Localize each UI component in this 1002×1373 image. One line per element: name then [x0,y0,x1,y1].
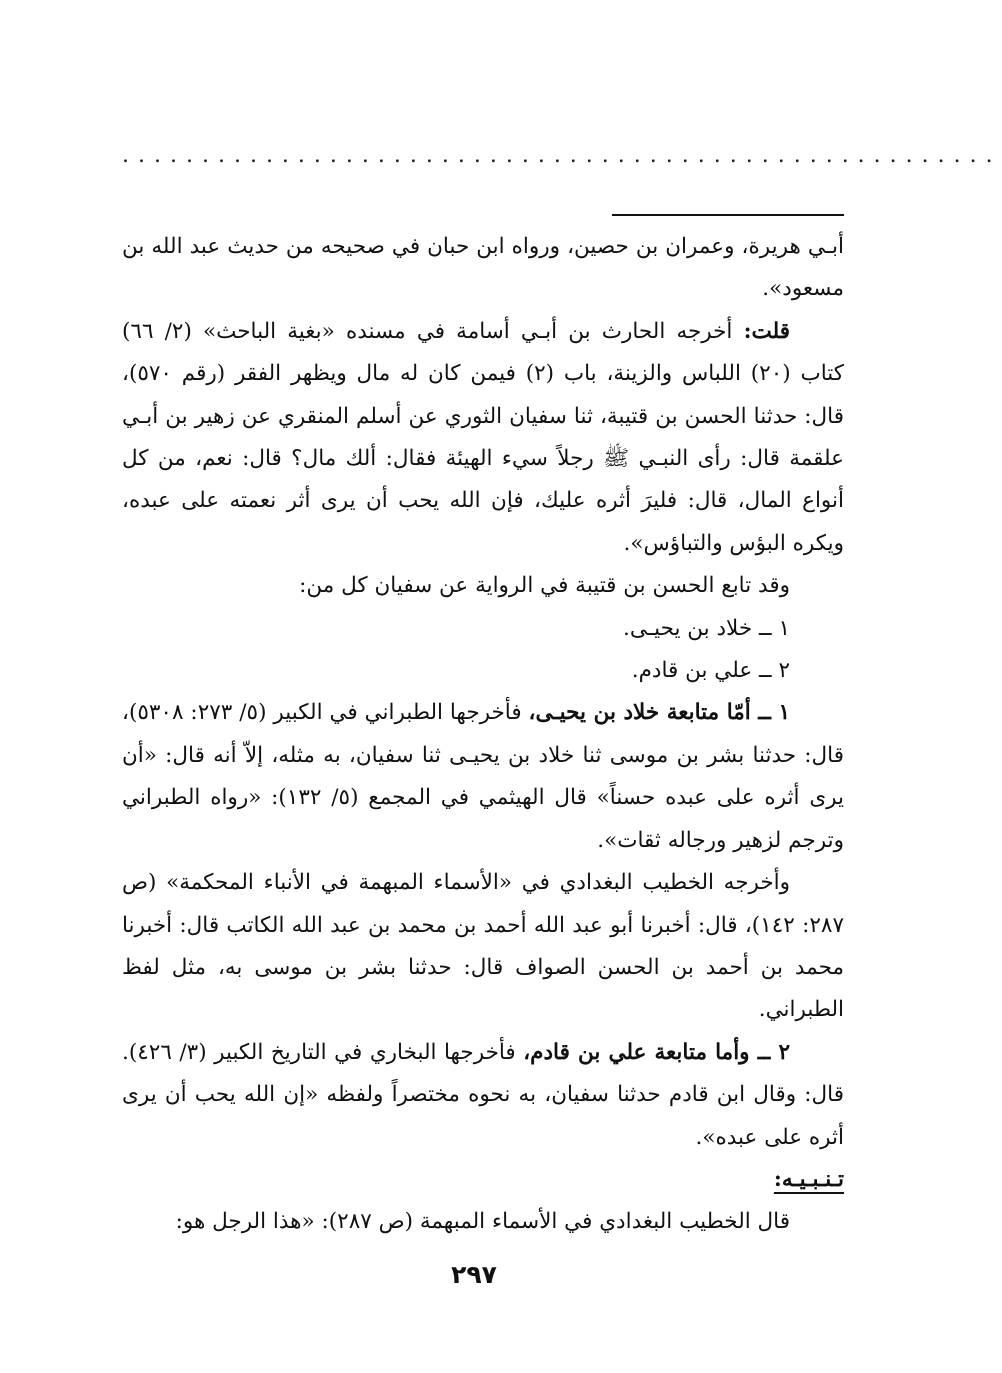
heading-tanbih: تـنـبـيـه: [773,1166,844,1192]
paragraph-khatib: وأخرجه الخطيب البغدادي في «الأسماء المبهمة في الأنباء المحكمة» (ص ٢٨٧: ١٤٢)، قال: أخبرنا أبو عبد الله أحمد بن محمد بن عبد الله الكاتب قال: أخبرنا محمد بن أحمد بن الحسن الصواف قال: حدثنا بشر بن موسى به، مثل لفظ الطبراني. [122,870,844,1023]
paragraph-followers-intro: وقد تابع الحسن بن قتيبة في الرواية عن سفيان كل من: [299,573,790,599]
list-item: ٢ ــ علي بن قادم. [631,658,790,684]
paragraph-final: قال الخطيب البغدادي في الأسماء المبهمة (ص ٢٨٧): «هذا الرجل هو: [175,1209,790,1235]
paragraph-khallad: ١ ــ أمّا متابعة خلاد بن يحيـى، فأخرجها الطبراني في الكبير (٥/ ٢٧٣: ٥٣٠٨)، قال: حدثنا بشر بن موسى ثنا خلاد بن يحيـى ثنا سفيان، به مثله، إلاّ أنه قال: «أن يرى أثره على عبده حسناً» قال الهيثمي في المجمع (٥/ ١٣٢): «رواه الطبراني وترجم لزهير ورجاله ثقات». [122,700,844,853]
paragraph-continuation: أبـي هريرة، وعمران بن حصين، ورواه ابن حبان في صحيحه من حديث عبد الله بن مسعود». [122,234,844,302]
body-text [122,226,844,1244]
dotted-separator: ....................................................... [122,143,1002,168]
list-item: ١ ــ خلاد بن يحيـى. [623,615,790,641]
paragraph-qultu: قلت: أخرجه الحارث بن أبـي أسامة في مسنده «بغية الباحث» (٢/ ٦٦) كتاب (٢٠) اللباس والزينة، باب (٢) فيمن كان له مال ويظهر الفقر (رقم ٥٧٠)، قال: حدثنا الحسن بن قتيبة، ثنا سفيان الثوري عن أسلم المنقري عن زهير بن أبـي علقمة قال: رأى النبـي ﷺ رجلاً سيء الهيئة فقال: ألك مال؟ قال: نعم، من كل أنواع المال، قال: فليرَ أثره عليك، فإن الله يحب أن يرى أثر نعمته على عبده، ويكره البؤس والتباؤس». [122,318,844,556]
lead-term: قلت: [743,318,791,344]
lead-term: ١ ــ أمّا متابعة خلاد بن يحيـى، [528,700,791,726]
page-number: ٢٩٧ [451,1260,497,1289]
paragraph-ali-bin-qadim: ٢ ــ وأما متابعة علي بن قادم، فأخرجها البخاري في التاريخ الكبير (٣/ ٤٢٦). قال: وقال ابن قادم حدثنا سفيان، به نحوه مختصراً ولفظه «إن الله يحب أن يرى أثره على عبده». [122,1039,844,1150]
lead-term: ٢ ــ وأما متابعة علي بن قادم، [523,1039,791,1065]
footnote-rule [612,214,844,216]
